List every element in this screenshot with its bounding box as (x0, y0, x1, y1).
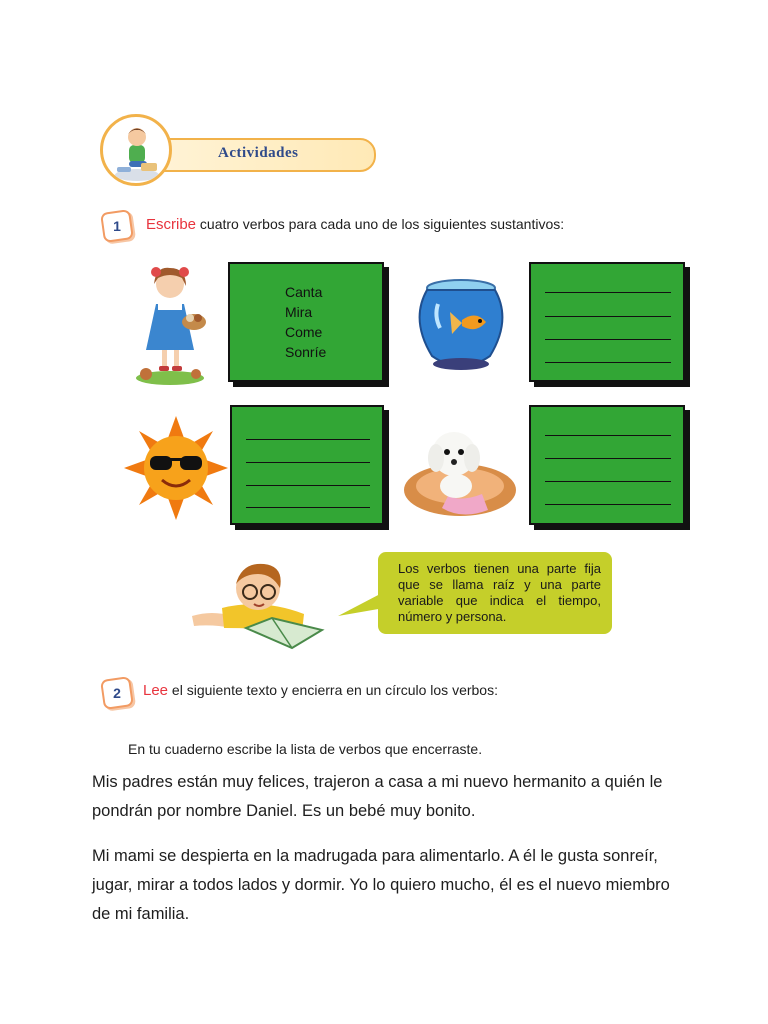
activity-1-badge: 1 (100, 209, 134, 243)
activity-1-keyword: Escribe (146, 216, 197, 233)
activity-1-text: cuatro verbos para cada uno de los siguientes sustantivos: (199, 216, 565, 232)
grammar-tip-callout (378, 552, 612, 634)
writing-line (545, 481, 671, 482)
verb-box-puppy (529, 405, 685, 525)
writing-line (246, 485, 370, 486)
verb-box-girl (228, 262, 384, 382)
writing-line (545, 458, 671, 459)
writing-line (545, 292, 671, 293)
boy-reading-book-illustration (192, 558, 326, 650)
reading-paragraph-2 (92, 842, 712, 929)
paragraph-line: de mi familia. (92, 905, 190, 923)
writing-line (545, 362, 671, 363)
page-title: Actividades (218, 145, 299, 161)
verb-item: Sonríe (285, 344, 327, 360)
callout-text: Los verbos tienen una parte fija que se llama raíz y una parte variable que indica el tiempo, número y persona. (398, 561, 601, 624)
notebook-instruction: En tu cuaderno escribe la lista de verbos que encerraste. (128, 741, 483, 757)
activity-2-text: el siguiente texto y encierra en un círculo los verbos: (171, 682, 498, 698)
writing-line (246, 439, 370, 440)
girl-illustration (132, 264, 212, 388)
verb-item: Mira (285, 304, 313, 320)
paragraph-line: jugar, mirar a todos lados y dormir. Yo lo quiero mucho, él es el nuevo miembro (92, 876, 670, 894)
verb-item: Canta (285, 284, 323, 300)
verb-item: Come (285, 324, 323, 340)
puppy-illustration (402, 424, 518, 520)
paragraph-line: pondrán por nombre Daniel. Es un bebé muy bonito. (92, 802, 476, 820)
writing-line (545, 316, 671, 317)
verb-box-fish (529, 262, 685, 382)
writing-line (545, 435, 671, 436)
writing-line (246, 507, 370, 508)
writing-line (545, 504, 671, 505)
activities-banner (100, 114, 374, 182)
fishbowl-illustration (410, 276, 512, 376)
activity-1-instruction (146, 216, 564, 233)
boy-reading-illustration (100, 114, 172, 186)
paragraph-line: Mis padres están muy felices, trajeron a casa a mi nuevo hermanito a quién le (92, 773, 663, 791)
reading-paragraph-1 (92, 768, 712, 826)
verb-box-sun (230, 405, 384, 525)
sun-illustration (124, 416, 228, 520)
activity-2-instruction (143, 682, 498, 699)
writing-line (545, 339, 671, 340)
writing-line (246, 462, 370, 463)
activity-2-keyword: Lee (143, 682, 169, 699)
paragraph-line: Mi mami se despierta en la madrugada para alimentarlo. A él le gusta sonreír, (92, 847, 658, 865)
activity-2-badge: 2 (100, 676, 134, 710)
